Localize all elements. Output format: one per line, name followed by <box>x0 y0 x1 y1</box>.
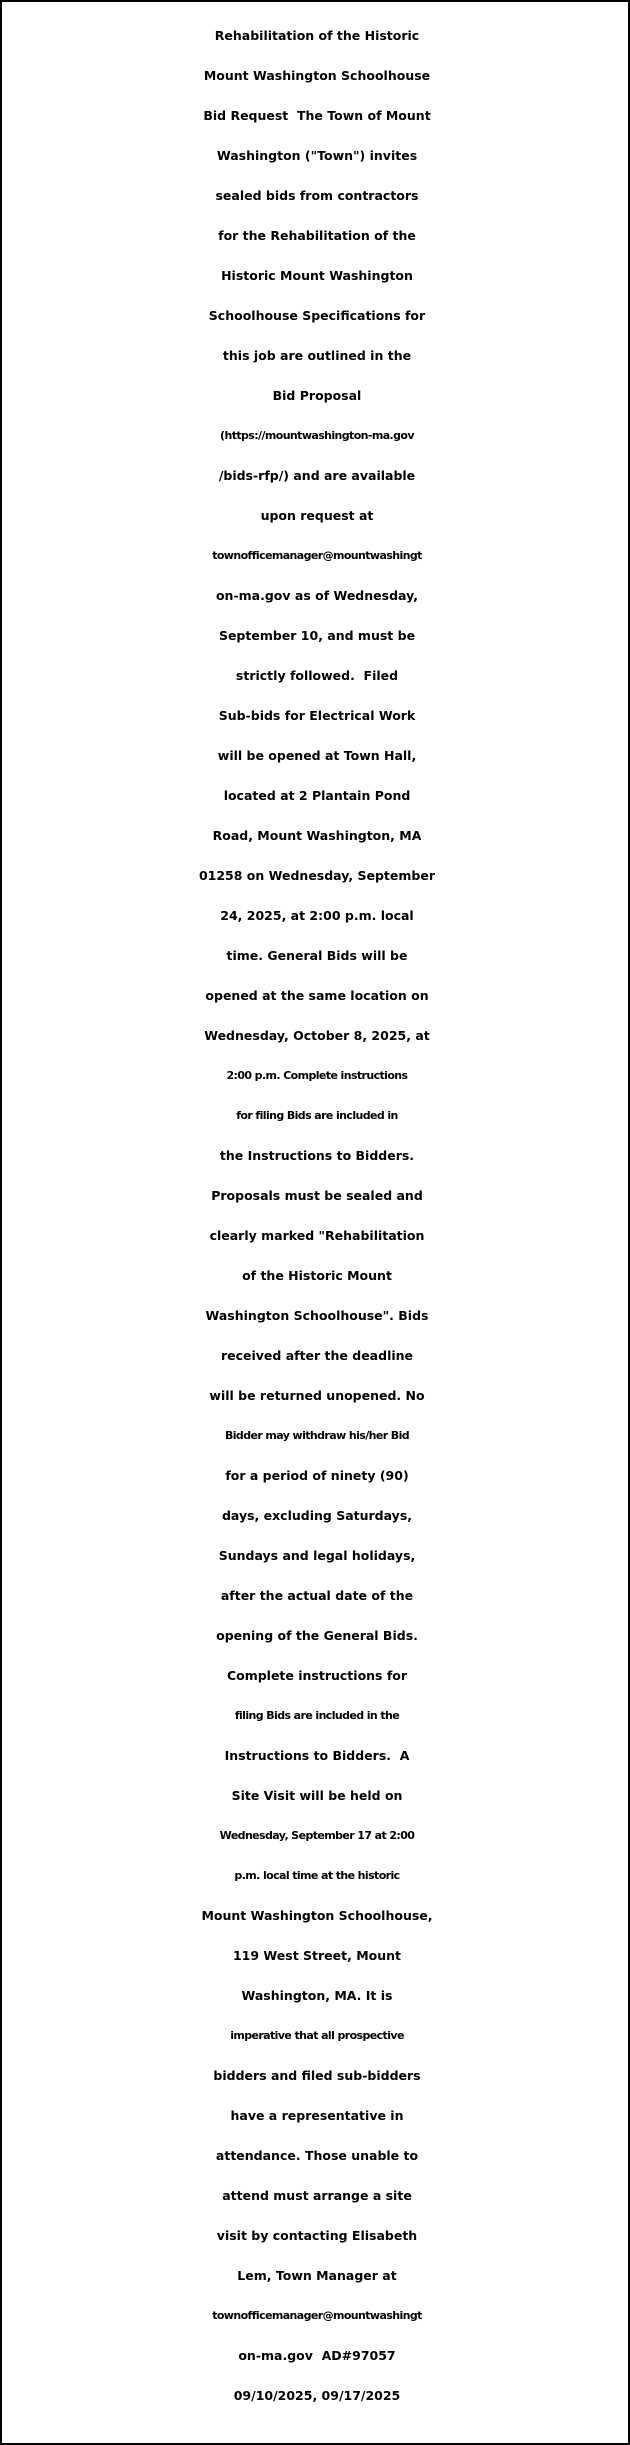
notice-line: Sundays and legal holidays, <box>218 1548 416 1563</box>
notice-line: Mount Washington Schoolhouse <box>203 68 431 83</box>
notice-line: Washington ("Town") invites <box>216 148 418 163</box>
notice-line: Complete instructions for <box>226 1668 408 1683</box>
notice-line: /bids-rfp/) and are available <box>218 468 416 483</box>
notice-line: 01258 on Wednesday, September <box>198 868 436 883</box>
notice-line: Schoolhouse Specifications for <box>208 308 426 323</box>
notice-line: Road, Mount Washington, MA <box>212 828 422 843</box>
notice-line: Historic Mount Washington <box>221 268 413 283</box>
notice-line: of the Historic Mount <box>242 1268 392 1283</box>
notice-line: Lem, Town Manager at <box>237 2268 397 2283</box>
notice-line: Site Visit will be held on <box>231 1788 403 1803</box>
notice-line: townofficemanager@mountwashingt <box>212 2309 422 2322</box>
notice-line: Bid Proposal <box>272 388 362 403</box>
notice-line: opening of the General Bids. <box>216 1628 418 1643</box>
notice-line: for filing Bids are included in <box>236 1109 398 1122</box>
notice-line: after the actual date of the <box>220 1588 414 1603</box>
notice-line: located at 2 Plantain Pond <box>223 788 411 803</box>
notice-line: 2:00 p.m. Complete instructions <box>226 1069 408 1082</box>
notice-line: for the Rehabilitation of the <box>218 228 416 243</box>
notice-line: Mount Washington Schoolhouse, <box>201 1908 433 1923</box>
notice-line: filing Bids are included in the <box>234 1709 400 1722</box>
notice-line: Sub-bids for Electrical Work <box>218 708 416 723</box>
notice-line: p.m. local time at the historic <box>234 1869 400 1882</box>
notice-line: have a representative in <box>230 2108 404 2123</box>
notice-line: will be opened at Town Hall, <box>217 748 417 763</box>
notice-line: for a period of ninety (90) <box>225 1468 409 1483</box>
notice-line: clearly marked "Rehabilitation <box>209 1228 425 1243</box>
notice-line: Instructions to Bidders. A <box>224 1748 410 1763</box>
notice-line: (https://mountwashington-ma.gov <box>220 429 414 442</box>
notice-line: opened at the same location on <box>205 988 429 1003</box>
notice-line: 119 West Street, Mount <box>232 1948 401 1963</box>
notice-line: imperative that all prospective <box>230 2029 404 2042</box>
legal-notice-text <box>2 16 630 2416</box>
notice-line: this job are outlined in the <box>222 348 412 363</box>
notice-line: visit by contacting Elisabeth <box>216 2228 418 2243</box>
notice-line: attend must arrange a site <box>222 2188 412 2203</box>
notice-line: upon request at <box>260 508 374 523</box>
notice-line: Washington, MA. It is <box>241 1988 393 2003</box>
notice-line: on-ma.gov AD#97057 <box>238 2348 396 2363</box>
notice-line: Wednesday, October 8, 2025, at <box>204 1028 430 1043</box>
notice-line: Bidder may withdraw his/her Bid <box>224 1429 410 1442</box>
notice-line: Washington Schoolhouse". Bids <box>205 1308 429 1323</box>
notice-line: townofficemanager@mountwashingt <box>212 549 422 562</box>
notice-line: Bid Request The Town of Mount <box>203 108 431 123</box>
notice-line: 09/10/2025, 09/17/2025 <box>233 2388 401 2403</box>
notice-line: the Instructions to Bidders. <box>219 1148 415 1163</box>
notice-line: attendance. Those unable to <box>215 2148 419 2163</box>
notice-line: time. General Bids will be <box>226 948 408 963</box>
notice-line: September 10, and must be <box>218 628 416 643</box>
notice-line: sealed bids from contractors <box>215 188 419 203</box>
notice-line: Proposals must be sealed and <box>211 1188 423 1203</box>
notice-line: days, excluding Saturdays, <box>221 1508 413 1523</box>
notice-line: will be returned unopened. No <box>209 1388 425 1403</box>
notice-line: strictly followed. Filed <box>235 668 399 683</box>
notice-line: on-ma.gov as of Wednesday, <box>215 588 419 603</box>
notice-line: received after the deadline <box>220 1348 414 1363</box>
notice-line: 24, 2025, at 2:00 p.m. local <box>220 908 414 923</box>
notice-line: Wednesday, September 17 at 2:00 <box>219 1829 415 1842</box>
notice-line: Rehabilitation of the Historic <box>214 28 420 43</box>
notice-line: bidders and filed sub-bidders <box>213 2068 421 2083</box>
